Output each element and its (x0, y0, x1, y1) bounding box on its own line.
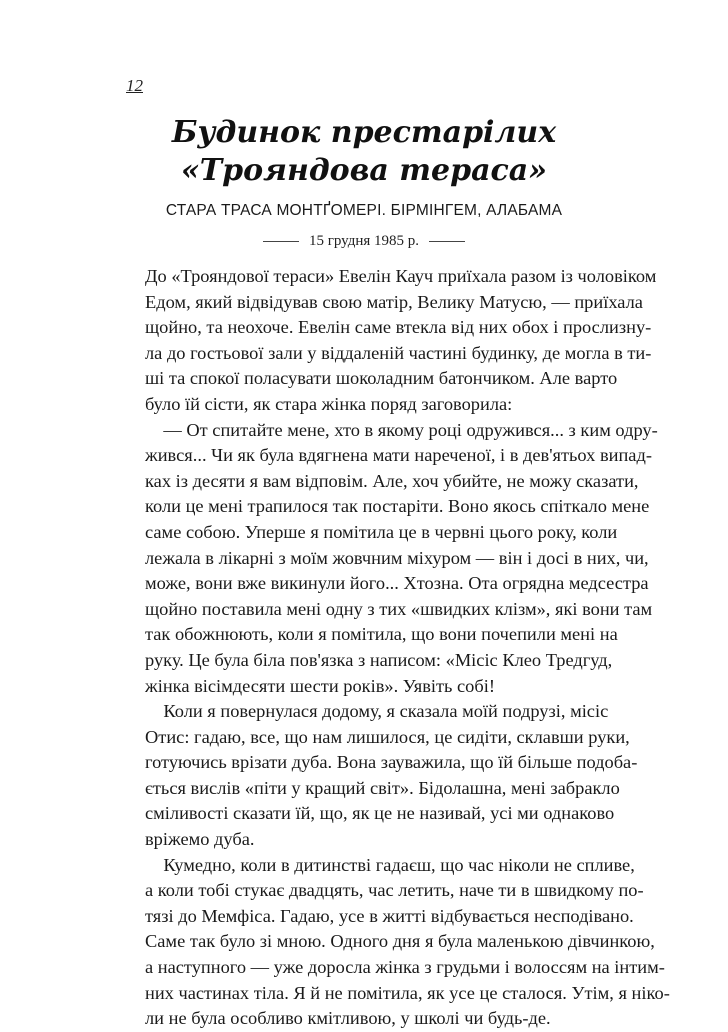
chapter-title (0, 114, 728, 190)
body-line: ється вислів «піти у кращий світ». Бідолашна, мені забракло (145, 777, 620, 798)
date-rule-left (263, 241, 299, 242)
body-line: тязі до Мемфіса. Гадаю, усе в житті відбувається несподівано. (145, 905, 634, 926)
body-line: було їй сісти, як стара жінка поряд заговорила: (145, 393, 513, 414)
body-line: До «Трояндової тераси» Евелін Кауч приїхала разом із чоловіком (145, 266, 657, 286)
body-line: Коли я повернулася додому, я сказала моїй подрузі, місіс (145, 701, 609, 722)
page-number: 12 (126, 76, 143, 95)
body-line: руку. Це була біла пов'язка з написом: «Місіс Клео Тредгуд, (145, 649, 613, 670)
body-line: готуючись врізати дуба. Вона зауважила, що їй більше подоба- (145, 752, 638, 773)
body-line: Кумедно, коли в дитинстві гадаєш, що час ніколи не спливе, (145, 854, 635, 875)
body-line: так обожнюють, коли я помітила, що вони почепили мені на (145, 624, 618, 645)
body-line: них частинах тіла. Я й не помітила, як усе це сталося. Утім, я ніко- (145, 982, 670, 1003)
chapter-date-line (0, 233, 728, 250)
body-line: коли це мені трапилося так постаріти. Воно якось спіткало мене (145, 496, 650, 517)
body-line: може, вони вже викинули його... Хтозна. Ота огрядна медсестра (145, 573, 649, 594)
body-line: жився... Чи як була вдягнена мати нареченої, і в дев'ятьох випад- (145, 445, 652, 466)
body-line: ші та спокої поласувати шоколадним батончиком. Але варто (145, 368, 618, 389)
body-line: ках із десяти я вам відповім. Але, хоч убийте, не можу сказати, (145, 470, 639, 491)
chapter-location: СТАРА ТРАСА МОНТҐОМЕРІ. БІРМІНГЕМ, АЛАБАМА (165, 202, 563, 219)
body-line: жінка вісімдесяти шести років». Уявіть собі! (145, 675, 495, 696)
body-line: Саме так було зі мною. Одного дня я була маленькою дівчинкою, (145, 931, 655, 952)
body-line: ла до гостьової зали у віддаленій частині будинку, де могла в ти- (145, 342, 652, 363)
body-line: лежала в лікарні з моїм жовчним міхуром — він і досі в них, чи, (145, 547, 649, 568)
body-line: Едом, який відвідував свою матір, Велику Матусю, — приїхала (145, 291, 643, 312)
body-line: щойно, та неохоче. Евелін саме втекла від них обох і прослизну- (145, 317, 652, 338)
body-line: щойно поставила мені одну з тих «швидких клізм», які вони там (145, 598, 653, 619)
date-rule-right (429, 241, 465, 242)
chapter-title-line-2: «Трояндова тераса» (181, 153, 547, 188)
body-line: а наступного — уже доросла жінка з грудьми і волоссям на інтим- (145, 957, 665, 978)
body-line: а коли тобі стукає двадцять, час летить, наче ти в швидкому по- (145, 880, 644, 901)
body-line: ли не була особливо кмітливою, у школі чи будь-де. (145, 1008, 551, 1029)
body-text (145, 264, 670, 1032)
body-line: сміливості сказати їй, що, як це не називай, усі ми однаково (145, 803, 615, 824)
body-line: вріжемо дуба. (145, 829, 255, 850)
body-line: саме собою. Уперше я помітила це в червні цього року, коли (145, 521, 618, 542)
chapter-date: 15 грудня 1985 р. (308, 233, 420, 249)
chapter-title-line-1: Будинок престарілих (171, 115, 557, 150)
body-line: Отис: гадаю, все, що нам лишилося, це сидіти, склавши руки, (145, 726, 630, 747)
body-line: — От спитайте мене, хто в якому році одружився... з ким одру- (145, 419, 658, 440)
